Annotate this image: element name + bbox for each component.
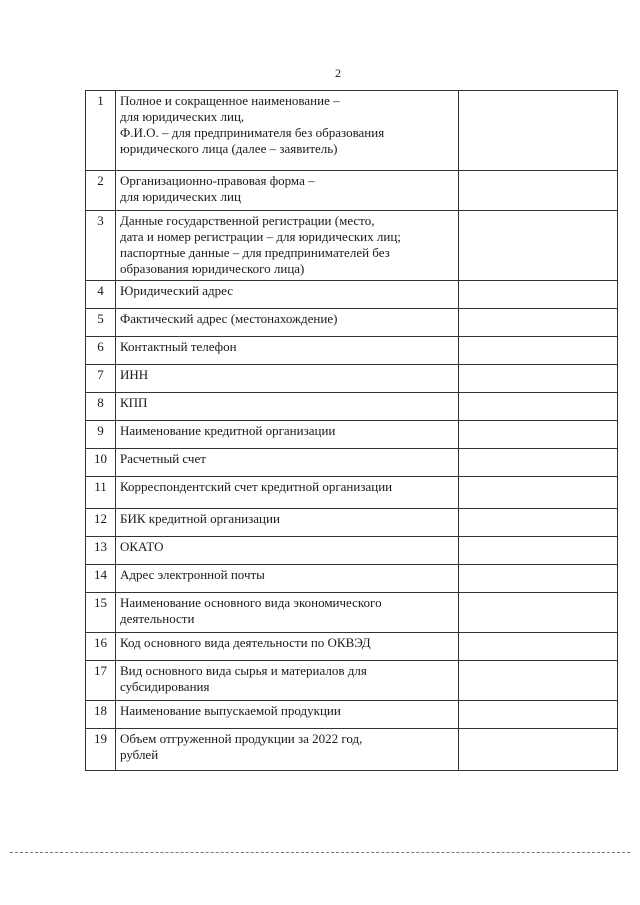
table-row	[86, 661, 618, 701]
row-value-field[interactable]	[459, 211, 618, 281]
row-label-cell	[116, 565, 459, 593]
row-label: Корреспондентский счет кредитной организации	[120, 479, 393, 494]
row-value-field[interactable]	[459, 171, 618, 211]
table-row	[86, 593, 618, 633]
table-row	[86, 393, 618, 421]
row-label-cell	[116, 661, 459, 701]
row-label-cell	[116, 337, 459, 365]
row-label: Фактический адрес (местонахождение)	[120, 311, 338, 326]
row-label: КПП	[120, 395, 148, 410]
row-label: Вид основного вида сырья и материалов для субсидирования	[120, 663, 367, 694]
row-label-cell	[116, 171, 459, 211]
row-label: БИК кредитной организации	[120, 511, 280, 526]
row-label: Юридический адрес	[120, 283, 234, 298]
row-value-field[interactable]	[459, 509, 618, 537]
table-row	[86, 633, 618, 661]
row-label-cell	[116, 281, 459, 309]
row-number: 6	[86, 337, 116, 365]
row-label: Объем отгруженной продукции за 2022 год, рублей	[120, 731, 363, 762]
row-number: 19	[86, 729, 116, 771]
row-label: Наименование кредитной организации	[120, 423, 336, 438]
row-number: 7	[86, 365, 116, 393]
row-number: 11	[86, 477, 116, 509]
row-label-cell	[116, 593, 459, 633]
table-row	[86, 365, 618, 393]
table-row	[86, 449, 618, 477]
row-number: 17	[86, 661, 116, 701]
row-number: 13	[86, 537, 116, 565]
row-label: Контактный телефон	[120, 339, 237, 354]
row-number: 8	[86, 393, 116, 421]
row-label-cell	[116, 365, 459, 393]
table-row	[86, 281, 618, 309]
row-value-field[interactable]	[459, 537, 618, 565]
row-label-cell	[116, 91, 459, 171]
row-label-cell	[116, 729, 459, 771]
row-number: 18	[86, 701, 116, 729]
row-label: Расчетный счет	[120, 451, 206, 466]
row-label: Данные государственной регистрации (место, дата и номер регистрации – для юридических лиц; паспортные данные – для предпринимателей без образования юридического лица)	[120, 213, 401, 276]
table-row	[86, 421, 618, 449]
row-value-field[interactable]	[459, 281, 618, 309]
table-row	[86, 701, 618, 729]
applicant-data-table	[85, 90, 618, 771]
table-row	[86, 309, 618, 337]
row-value-field[interactable]	[459, 593, 618, 633]
table-row	[86, 477, 618, 509]
table-row	[86, 509, 618, 537]
row-number: 16	[86, 633, 116, 661]
row-value-field[interactable]	[459, 393, 618, 421]
table-body	[86, 91, 618, 771]
row-value-field[interactable]	[459, 633, 618, 661]
row-label-cell	[116, 309, 459, 337]
page-bottom-divider	[10, 852, 630, 853]
row-label-cell	[116, 477, 459, 509]
row-value-field[interactable]	[459, 91, 618, 171]
row-number: 3	[86, 211, 116, 281]
table-row	[86, 565, 618, 593]
row-label: Наименование основного вида экономического деятельности	[120, 595, 382, 626]
row-value-field[interactable]	[459, 421, 618, 449]
table-row	[86, 91, 618, 171]
row-value-field[interactable]	[459, 337, 618, 365]
table-row	[86, 537, 618, 565]
row-value-field[interactable]	[459, 309, 618, 337]
row-label: Код основного вида деятельности по ОКВЭД	[120, 635, 371, 650]
row-label-cell	[116, 701, 459, 729]
table-row	[86, 337, 618, 365]
row-value-field[interactable]	[459, 449, 618, 477]
row-label-cell	[116, 421, 459, 449]
row-value-field[interactable]	[459, 565, 618, 593]
row-number: 10	[86, 449, 116, 477]
row-value-field[interactable]	[459, 477, 618, 509]
row-label: Наименование выпускаемой продукции	[120, 703, 341, 718]
row-label-cell	[116, 393, 459, 421]
row-value-field[interactable]	[459, 701, 618, 729]
row-number: 12	[86, 509, 116, 537]
row-value-field[interactable]	[459, 661, 618, 701]
table-row	[86, 211, 618, 281]
row-label-cell	[116, 537, 459, 565]
table-row	[86, 171, 618, 211]
row-label: Адрес электронной почты	[120, 567, 265, 582]
row-label: Полное и сокращенное наименование – для юридических лиц, Ф.И.О. – для предпринимателя без образования юридического лица (далее – заявитель)	[120, 93, 385, 156]
row-number: 15	[86, 593, 116, 633]
row-number: 4	[86, 281, 116, 309]
row-number: 2	[86, 171, 116, 211]
row-number: 9	[86, 421, 116, 449]
row-label-cell	[116, 633, 459, 661]
table-row	[86, 729, 618, 771]
page-number: 2	[335, 66, 341, 80]
row-label-cell	[116, 449, 459, 477]
row-label: Организационно-правовая форма – для юридических лиц	[120, 173, 315, 204]
row-value-field[interactable]	[459, 729, 618, 771]
row-label-cell	[116, 211, 459, 281]
row-number: 14	[86, 565, 116, 593]
row-label: ОКАТО	[120, 539, 164, 554]
row-label: ИНН	[120, 367, 149, 382]
row-value-field[interactable]	[459, 365, 618, 393]
row-number: 1	[86, 91, 116, 171]
row-label-cell	[116, 509, 459, 537]
row-number: 5	[86, 309, 116, 337]
